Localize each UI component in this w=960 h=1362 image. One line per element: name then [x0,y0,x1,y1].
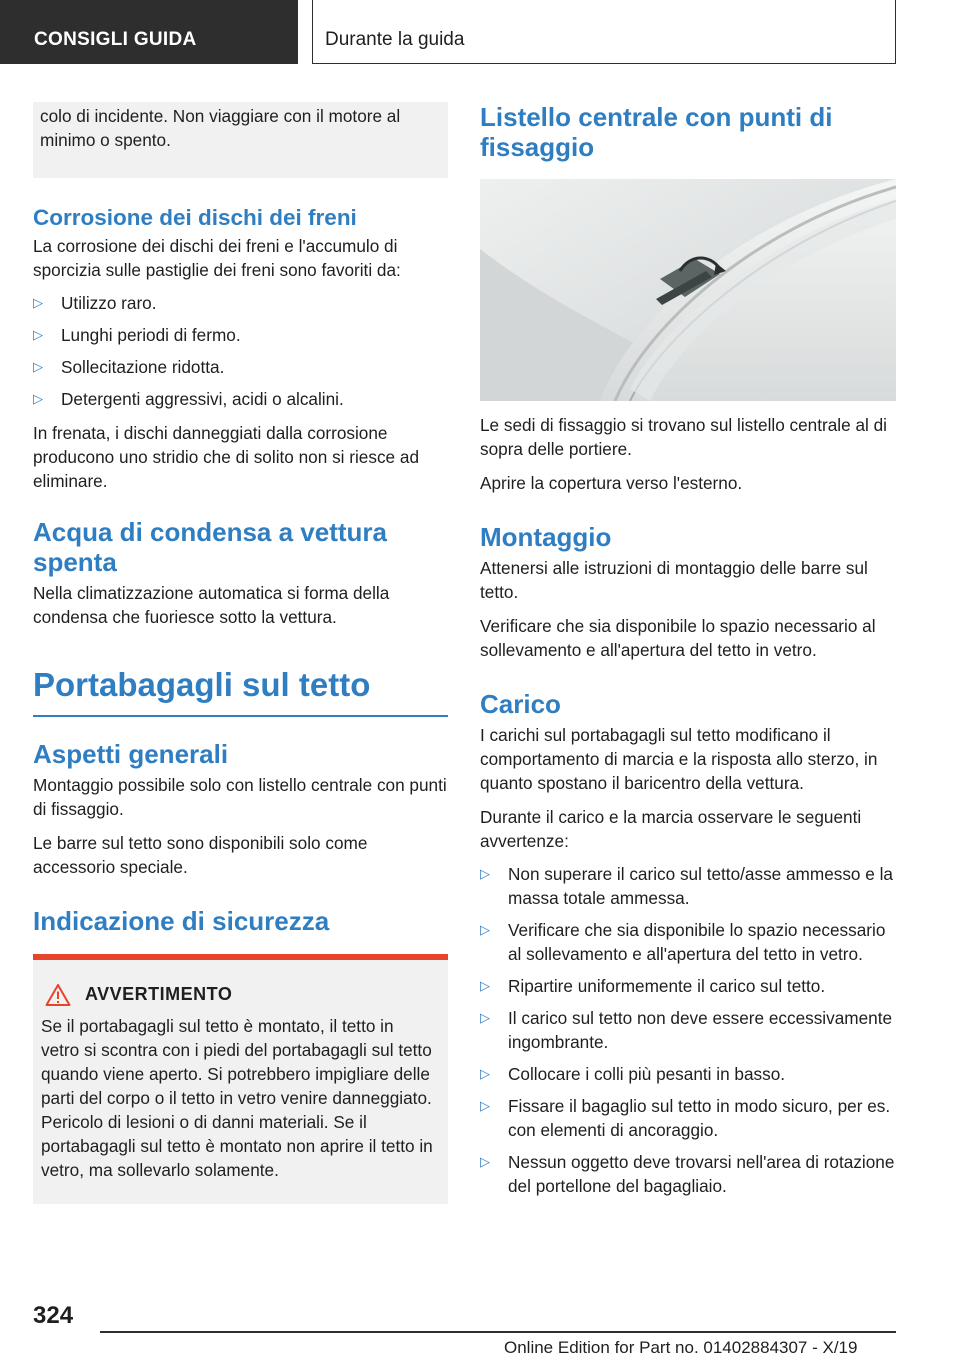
list-item: ▷ Nessun oggetto deve trovarsi nell'area di rotazione del portellone del bagagliaio. [480,1152,895,1196]
assembly-text-2: Verificare che sia disponibile lo spazio necessario al sollevamento e all'apertura del tetto in vetro. [480,616,876,660]
list-item: ▷ Verificare che sia disponibile lo spazio necessario al sollevamento e all'apertura del tetto in vetro. [480,920,886,964]
bullet-triangle-icon: ▷ [480,1066,490,1081]
load-text-1: I carichi sul portabagagli sul tetto modificano il comportamento di marcia e la risposta allo sterzo, in quanto spostano il baricentro della vettura. [480,725,878,793]
list-item: ▷ Il carico sul tetto non deve essere eccessivamente ingombrante. [480,1008,893,1052]
list-item: ▷ Utilizzo raro. [33,293,157,313]
section-title: CONSIGLI GUIDA [34,29,197,50]
chapter-tab [312,0,896,64]
footer-rule [100,1331,896,1333]
list-item: ▷ Collocare i colli più pesanti in basso. [480,1064,786,1084]
corrosion-text: La corrosione dei dischi dei freni e l'accumulo di sporcizia sulle pastiglie dei freni sono favoriti da: [33,236,401,280]
corrosion-heading: Corrosione dei dischi dei freni [33,205,357,230]
safety-heading: Indicazione di sicurezza [33,905,330,936]
intro-text: colo di incidente. Non viaggiare con il motore al minimo o spento. [40,106,401,150]
load-heading: Carico [480,689,561,719]
heading-rule [33,715,448,717]
list-item: ▷ Detergenti aggressivi, acidi o alcalini. [33,389,344,409]
strip-heading: Listello centrale con punti di fissaggio [480,102,833,162]
roof-rack-heading: Portabagagli sul tetto [33,666,371,703]
general-heading: Aspetti generali [33,738,229,769]
bullet-triangle-icon: ▷ [480,922,490,937]
condensation-heading: Acqua di condensa a vettura spenta [33,517,387,577]
bullet-triangle-icon: ▷ [480,978,490,993]
warning-box [33,954,448,1204]
list-item: ▷ Non superare il carico sul tetto/asse ammesso e la massa totale ammessa. [480,864,893,908]
list-item: ▷ Ripartire uniformemente il carico sul tetto. [480,976,826,996]
list-item: ▷ Lunghi periodi di fermo. [33,325,241,345]
strip-text-1: Le sedi di fissaggio si trovano sul listello centrale al di sopra delle portiere. [480,415,887,459]
edition-text: Online Edition for Part no. 01402884307 - X/19 [504,1338,858,1357]
bullet-triangle-icon: ▷ [480,1154,490,1169]
bullet-triangle-icon: ▷ [480,1098,490,1113]
page-number: 324 [33,1302,74,1329]
warning-text: Se il portabagagli sul tetto è montato, il tetto in vetro si scontra con i piedi del portabagagli sul tetto quando viene aperto. Si potrebbero impigliare delle parti del corpo o il tetto in vetro venire danneggiato. Pericolo di lesioni o di danni materiali. Se il portabagagli sul tetto è montato non aprire il tetto in vetro, ma sollevarlo solamente. [41,1015,433,1180]
warning-triangle-icon [41,982,85,1008]
corrosion-list [33,291,448,411]
warning-label: AVVERTIMENTO [85,984,233,1004]
strip-text-2: Aprire la copertura verso l'esterno. [480,473,743,493]
list-item: ▷ Sollecitazione ridotta. [33,357,225,377]
list-item: ▷ Fissare il bagaglio sul tetto in modo sicuro, per es. con elementi di ancoraggio. [480,1096,891,1140]
bullet-triangle-icon: ▷ [33,327,43,342]
intro-box [33,102,448,178]
load-list [480,862,896,1198]
roof-strip-photo [480,179,896,401]
bullet-triangle-icon: ▷ [33,295,43,310]
load-text-2: Durante il carico e la marcia osservare le seguenti avvertenze: [480,807,862,851]
assembly-text-1: Attenersi alle istruzioni di montaggio delle barre sul tetto. [480,558,868,602]
bullet-triangle-icon: ▷ [33,391,43,406]
bullet-triangle-icon: ▷ [480,1010,490,1025]
warning-header [41,982,434,1008]
right-column [480,102,896,1198]
general-text-2: Le barre sul tetto sono disponibili solo come accessorio speciale. [33,832,368,877]
condensation-text: Nella climatizzazione automatica si forma della condensa che fuoriesce sotto la vettura. [33,583,390,627]
general-text-1: Montaggio possibile solo con listello centrale con punti di fissaggio. [33,774,447,819]
left-column [33,102,448,1204]
bullet-triangle-icon: ▷ [480,866,490,881]
corrosion-after-text: In frenata, i dischi danneggiati dalla corrosione producono uno stridio che di solito non si riesce ad eliminare. [33,423,419,491]
section-tab [0,0,298,64]
bullet-triangle-icon: ▷ [33,359,43,374]
assembly-heading: Montaggio [480,522,612,552]
chapter-title: Durante la guida [325,29,465,50]
